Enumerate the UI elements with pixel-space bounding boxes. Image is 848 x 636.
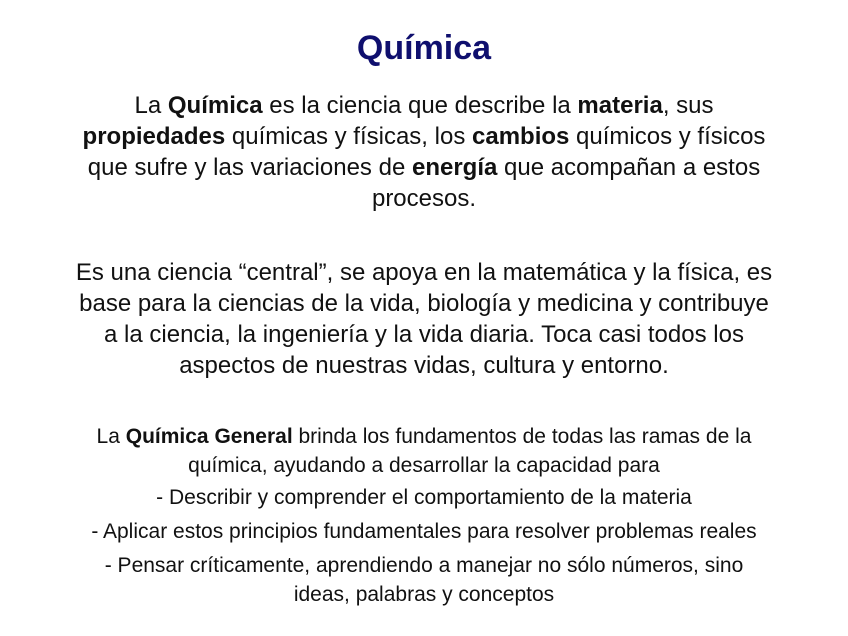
bullet-think-line-1: - Pensar críticamente, aprendiendo a manejar no sólo números, sino bbox=[104, 554, 744, 577]
central-line-2: base para la ciencias de la vida, biología y medicina y contribuye bbox=[79, 290, 769, 317]
bullet-item-apply: - Aplicar estos principios fundamentales para resolver problemas reales bbox=[91, 520, 757, 543]
general-line-2: química, ayudando a desarrollar la capacidad para bbox=[188, 454, 660, 477]
bullet-think-line-2: ideas, palabras y conceptos bbox=[293, 583, 555, 606]
bullet-item-think bbox=[24, 551, 824, 609]
general-line-1 bbox=[24, 422, 824, 451]
bold-term-materia: materia bbox=[577, 92, 663, 119]
bullet-item-describe: - Describir y comprender el comportamiento de la materia bbox=[156, 486, 692, 509]
central-line-4: aspectos de nuestras vidas, cultura y entorno. bbox=[179, 352, 669, 379]
text-span: La bbox=[134, 92, 168, 119]
intro-line-2 bbox=[24, 121, 824, 152]
intro-line-1 bbox=[24, 90, 824, 121]
bold-term-quimica-general: Química General bbox=[125, 425, 293, 448]
intro-line-4: procesos. bbox=[371, 185, 477, 212]
bold-term-cambios: cambios bbox=[472, 123, 570, 150]
central-science-paragraph bbox=[24, 257, 824, 381]
page-title: Química bbox=[356, 29, 492, 67]
text-span: es la ciencia que describe la bbox=[262, 92, 578, 119]
text-span: que sufre y las variaciones de bbox=[87, 154, 412, 181]
bold-term-energia: energía bbox=[411, 154, 498, 181]
text-span: brinda los fundamentos de todas las ramas de la bbox=[292, 425, 752, 448]
intro-paragraph bbox=[24, 90, 824, 214]
text-span: químicas y físicas, los bbox=[225, 123, 472, 150]
text-span: químicos y físicos bbox=[569, 123, 766, 150]
text-span: La bbox=[96, 425, 126, 448]
text-span: , sus bbox=[662, 92, 714, 119]
bold-term-propiedades: propiedades bbox=[82, 123, 226, 150]
central-line-1: Es una ciencia “central”, se apoya en la matemática y la física, es bbox=[75, 259, 773, 286]
bold-term-quimica: Química bbox=[167, 92, 263, 119]
text-span: que acompañan a estos bbox=[497, 154, 761, 181]
general-chemistry-paragraph bbox=[24, 422, 824, 480]
central-line-3: a la ciencia, la ingeniería y la vida diaria. Toca casi todos los bbox=[104, 321, 744, 348]
intro-line-3 bbox=[24, 152, 824, 183]
